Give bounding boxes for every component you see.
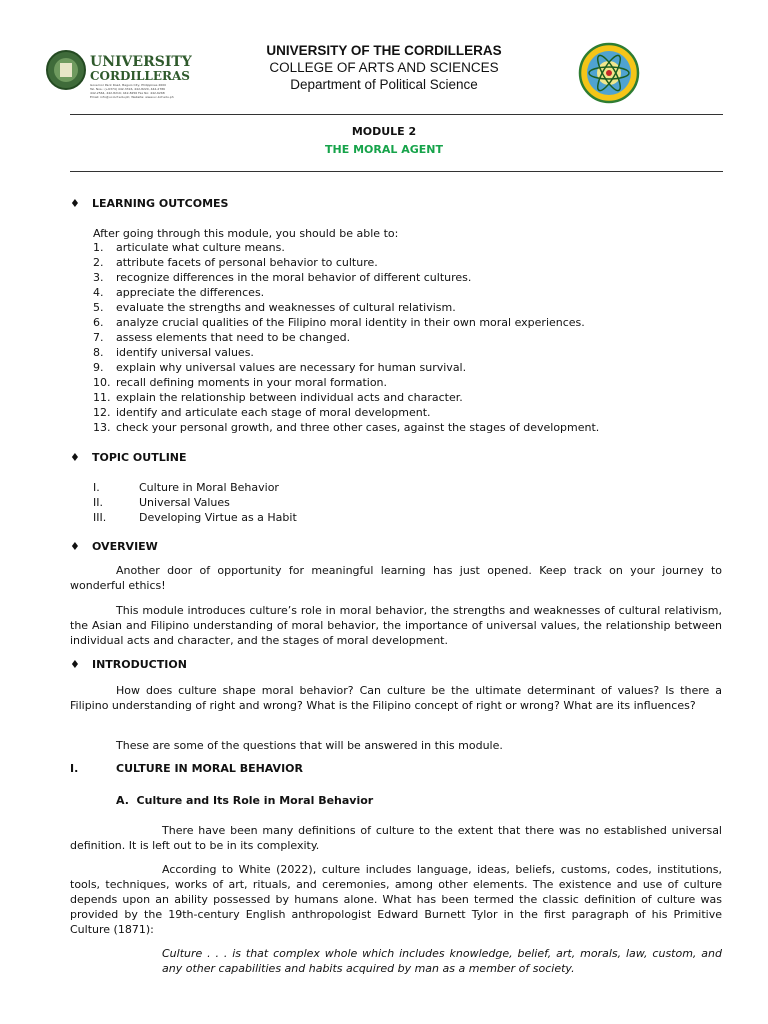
- section-heading: I. CULTURE IN MORAL BEHAVIOR: [70, 762, 303, 775]
- list-item: 2. attribute facets of personal behavior to culture.: [93, 256, 378, 269]
- college-name: COLLEGE OF ARTS AND SCIENCES: [269, 60, 499, 75]
- header-divider-bottom: [70, 171, 723, 172]
- college-emblem-logo: [576, 42, 642, 104]
- list-item: 7. assess elements that need to be changed.: [93, 331, 351, 344]
- list-item: 1. articulate what culture means.: [93, 241, 285, 254]
- logo-university-text: UNIVERSITY: [90, 54, 192, 70]
- list-item: II. Universal Values: [93, 496, 230, 509]
- learning-outcomes-intro: After going through this module, you should be able to:: [93, 227, 399, 240]
- learning-outcomes-list: [93, 240, 713, 435]
- document-header: [200, 42, 568, 93]
- logo-cordilleras-text: CORDILLERAS: [90, 69, 190, 83]
- list-item: 8. identify universal values.: [93, 346, 254, 359]
- list-item: III. Developing Virtue as a Habit: [93, 511, 297, 524]
- list-item: 6. analyze crucial qualities of the Filipino moral identity in their own moral experiences.: [93, 316, 585, 329]
- list-item: 4. appreciate the differences.: [93, 286, 265, 299]
- topic-outline-heading: ♦ TOPIC OUTLINE: [70, 451, 187, 464]
- list-item: 10. recall defining moments in your moral formation.: [93, 376, 388, 389]
- list-item: 9. explain why universal values are necessary for human survival.: [93, 361, 467, 374]
- introduction-paragraph-2: These are some of the questions that will be answered in this module.: [116, 739, 503, 752]
- overview-paragraph-1: Another door of opportunity for meaningful learning has just opened. Keep track on your journey to wonderful ethics!: [70, 564, 722, 592]
- diamond-bullet-icon: ♦: [70, 540, 80, 553]
- university-name: UNIVERSITY OF THE CORDILLERAS: [266, 43, 502, 58]
- list-item: 12. identify and articulate each stage of moral development.: [93, 406, 431, 419]
- logo-address-2: Tel. Nos.: (+6374) 442-3316, 442-8220, 444-2786: [90, 87, 166, 91]
- logo-address-3: 442-2564, 442-8219; 442-8256 Fax No: 442-6268: [90, 91, 165, 95]
- diamond-bullet-icon: ♦: [70, 197, 80, 210]
- subsection-heading: A. Culture and Its Role in Moral Behavior: [116, 794, 374, 807]
- department-name: Department of Political Science: [290, 77, 478, 92]
- list-item: 3. recognize differences in the moral behavior of different cultures.: [93, 271, 472, 284]
- learning-outcomes-heading: ♦ LEARNING OUTCOMES: [70, 197, 229, 210]
- list-item: 11. explain the relationship between individual acts and character.: [93, 391, 463, 404]
- introduction-heading: ♦ INTRODUCTION: [70, 658, 187, 671]
- list-item: 13. check your personal growth, and three other cases, against the stages of development.: [93, 421, 600, 434]
- logo-address-4: Email: info@uc-bcf.edu.ph; Website: www.uc-bcf.edu.ph: [90, 95, 174, 99]
- module-title: THE MORAL AGENT: [325, 143, 443, 156]
- introduction-paragraph-1: How does culture shape moral behavior? Can culture be the ultimate determinant of values? Is there a Filipino understanding of right and wrong? What is the Filipino concept of right or wrong? What are its influences?: [70, 684, 722, 712]
- list-item: 5. evaluate the strengths and weaknesses of cultural relativism.: [93, 301, 456, 314]
- block-quote: Culture . . . is that complex whole which includes knowledge, belief, art, morals, law, custom, and any other capabilities and habits acquired by man as a member of society.: [162, 947, 722, 975]
- list-item: I. Culture in Moral Behavior: [93, 481, 279, 494]
- diamond-bullet-icon: ♦: [70, 451, 80, 464]
- diamond-bullet-icon: ♦: [70, 658, 80, 671]
- header-divider-top: [70, 114, 723, 115]
- overview-heading: ♦ OVERVIEW: [70, 540, 158, 553]
- section-paragraph-1: There have been many definitions of culture to the extent that there was no established universal definition. It is left out to be in its complexity.: [70, 824, 722, 852]
- module-label: MODULE 2: [351, 125, 417, 138]
- section-paragraph-2: According to White (2022), culture includes language, ideas, beliefs, customs, codes, institutions, tools, techniques, works of art, rituals, and ceremonies, among other elements. The existence and use of culture depends upon an ability possessed by humans alone. What has been termed the classic definition of culture was provided by the 19th-century English anthropologist Edward Burnett Tylor in the first paragraph of his Primitive Culture (1871):: [70, 863, 722, 936]
- logo-address-1: Governor Pack Road, Baguio City, Philippines 2600: [90, 83, 167, 87]
- university-seal-logo: [44, 46, 196, 100]
- topic-outline-list: [93, 480, 297, 525]
- overview-paragraph-2: This module introduces culture’s role in moral behavior, the strengths and weaknesses of cultural relativism, the Asian and Filipino understanding of moral behavior, the importance of universal values, the relationship between individual acts and character, and the stages of moral development.: [70, 604, 722, 647]
